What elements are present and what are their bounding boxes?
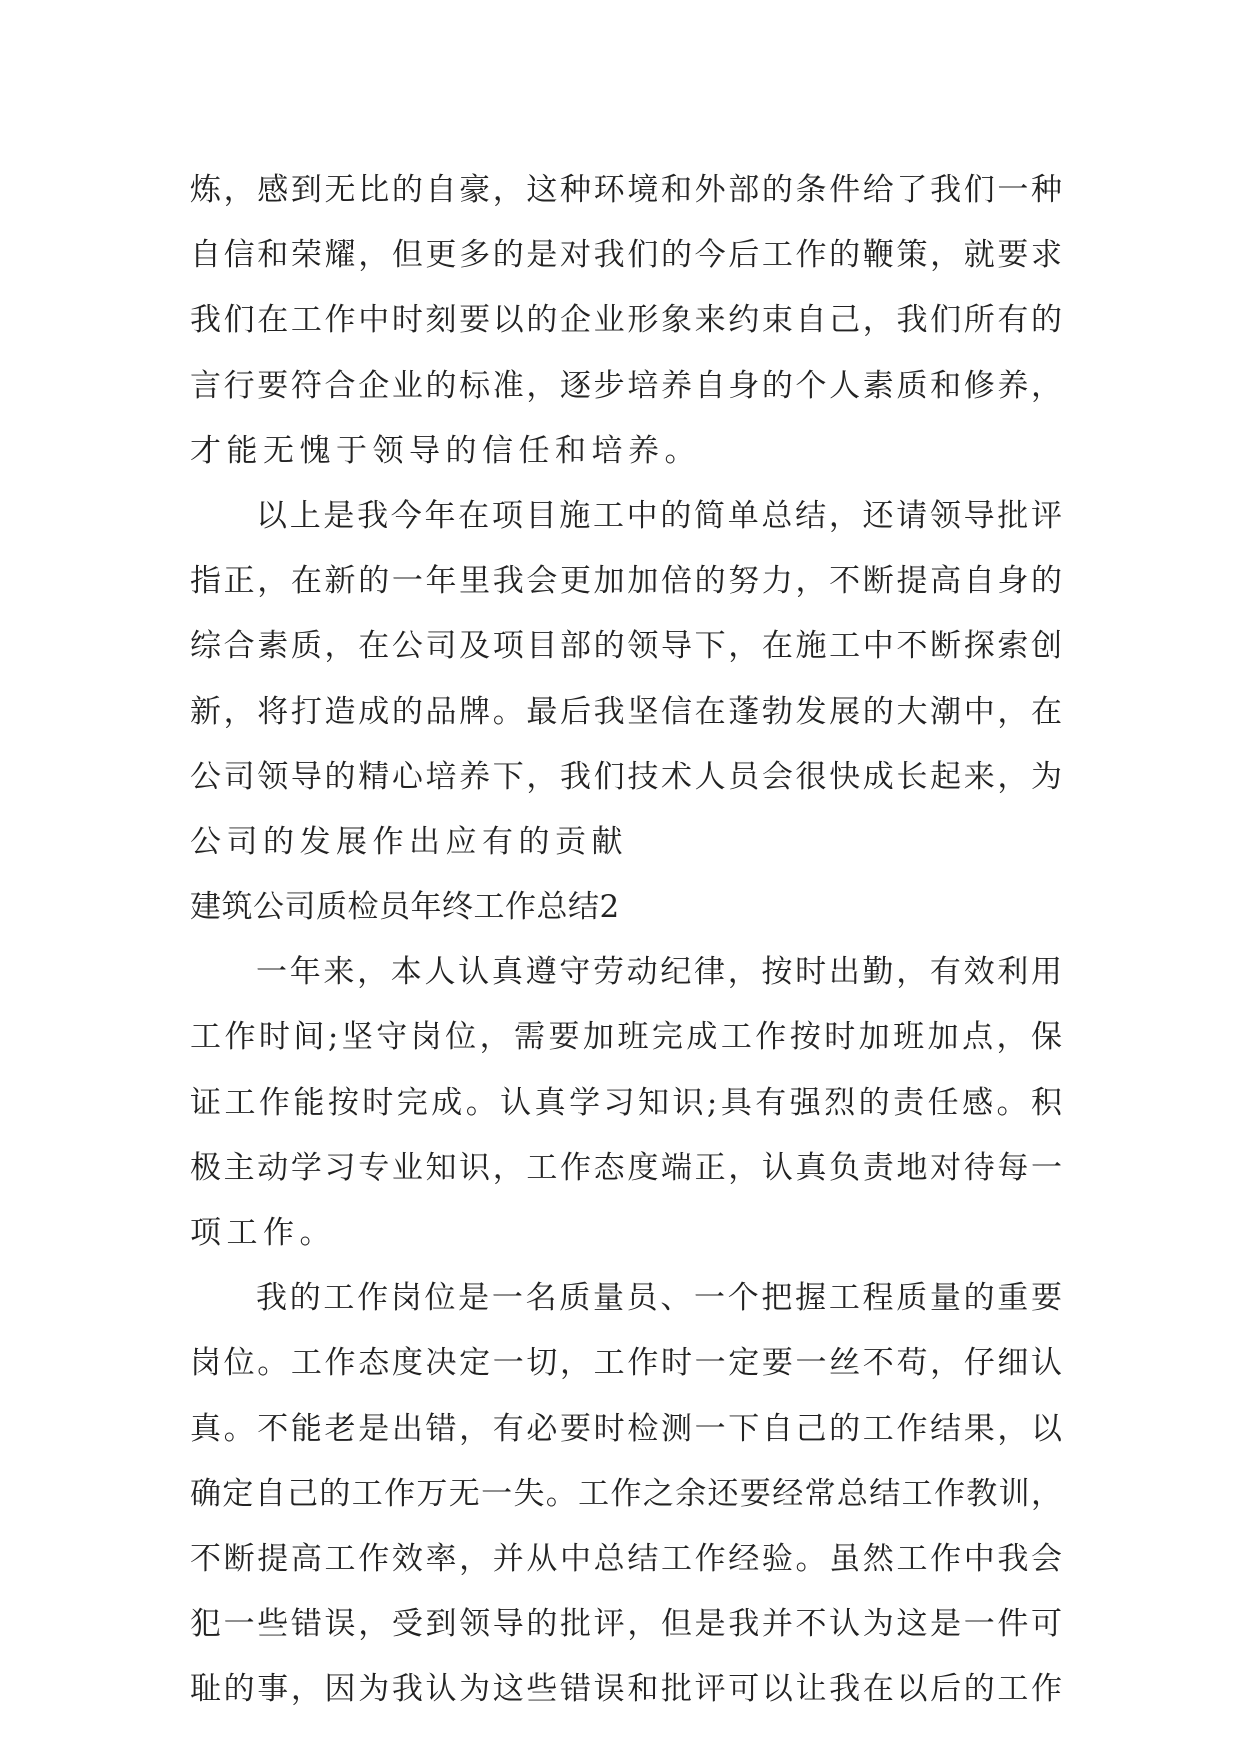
text-line: 言行要符合企业的标准，逐步培养自身的个人素质和修养， [190, 367, 1062, 404]
text-line: 综合素质，在公司及项目部的领导下，在施工中不断探索创 [190, 628, 1062, 665]
paragraph-1 [190, 158, 1062, 484]
paragraph-3 [190, 940, 1062, 1266]
text-line: 自信和荣耀，但更多的是对我们的今后工作的鞭策，就要求 [190, 237, 1062, 274]
section-heading: 建筑公司质检员年终工作总结2 [190, 889, 620, 926]
document-page [190, 158, 1062, 1723]
text-line: 确定自己的工作万无一失。工作之余还要经常总结工作教训， [190, 1475, 1062, 1512]
paragraph-2 [190, 484, 1062, 875]
text-line: 证工作能按时完成。认真学习知识;具有强烈的责任感。积 [190, 1084, 1062, 1121]
text-line: 炼，感到无比的自豪，这种环境和外部的条件给了我们一种 [190, 172, 1062, 208]
text-line: 我的工作岗位是一名质量员、一个把握工程质量的重要 [256, 1280, 1062, 1317]
text-line: 岗位。工作态度决定一切，工作时一定要一丝不苟，仔细认 [190, 1345, 1062, 1382]
paragraph-4 [190, 1266, 1062, 1722]
text-line: 工作时间;坚守岗位，需要加班完成工作按时加班加点，保 [190, 1019, 1062, 1056]
text-line: 犯一些错误，受到领导的批评，但是我并不认为这是一件可 [190, 1606, 1062, 1643]
text-line: 极主动学习专业知识，工作态度端正，认真负责地对待每一 [190, 1149, 1062, 1186]
text-line: 才能无愧于领导的信任和培养。 [190, 432, 701, 469]
text-line: 我们在工作中时刻要以的企业形象来约束自己，我们所有的 [190, 302, 1062, 339]
text-line: 公司领导的精心培养下，我们技术人员会很快成长起来，为 [190, 758, 1062, 795]
text-line: 不断提高工作效率，并从中总结工作经验。虽然工作中我会 [190, 1540, 1062, 1577]
text-line: 公司的发展作出应有的贡献 [190, 823, 628, 860]
text-line: 新，将打造成的品牌。最后我坚信在蓬勃发展的大潮中，在 [190, 693, 1062, 730]
text-line: 一年来，本人认真遵守劳动纪律，按时出勤，有效利用 [256, 954, 1062, 991]
text-line: 真。不能老是出错，有必要时检测一下自己的工作结果，以 [190, 1410, 1062, 1447]
text-line: 指正，在新的一年里我会更加加倍的努力，不断提高自身的 [190, 563, 1062, 600]
text-line: 耻的事，因为我认为这些错误和批评可以让我在以后的工作 [190, 1671, 1062, 1708]
text-line: 项工作。 [190, 1215, 336, 1251]
text-line: 以上是我今年在项目施工中的简单总结，还请领导批评 [256, 497, 1062, 534]
